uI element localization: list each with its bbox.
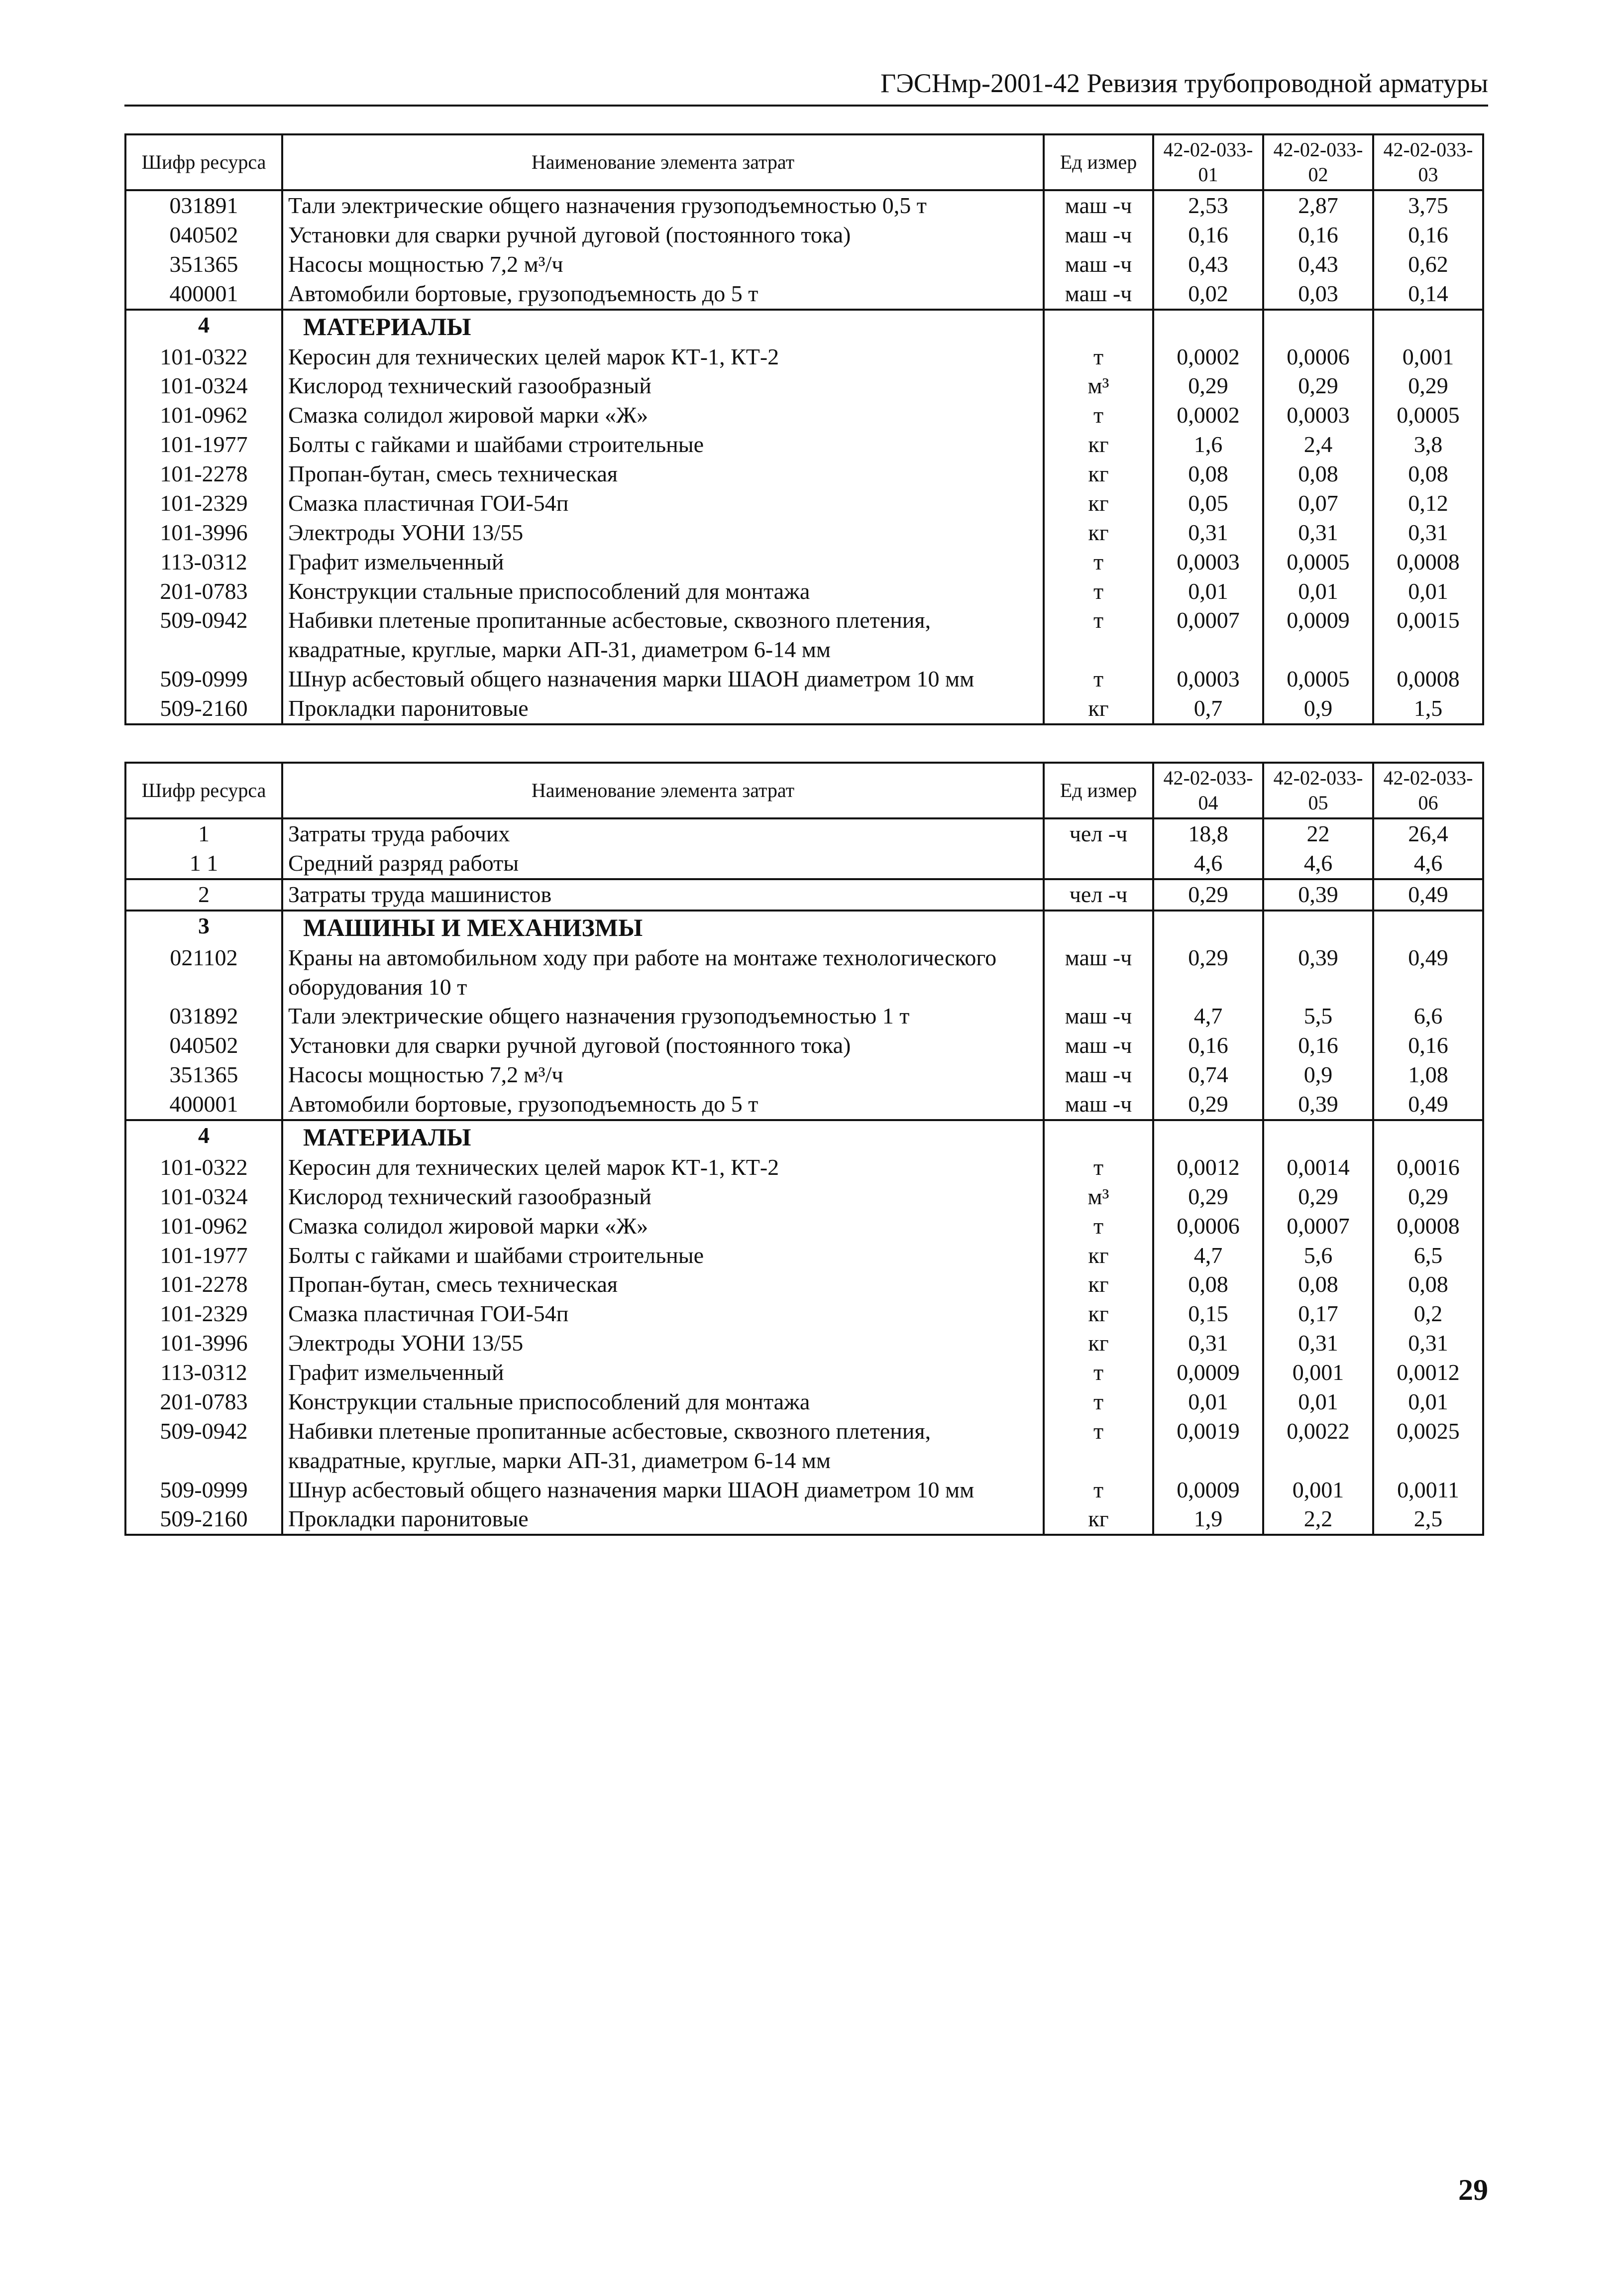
cell-value-2: 0,0005 — [1263, 665, 1373, 694]
cell-unit: т — [1044, 606, 1153, 665]
cell-value-1: 4,7 — [1153, 1241, 1263, 1270]
table-row — [125, 1329, 1483, 1358]
cell-value-2: 0,0007 — [1263, 1212, 1373, 1241]
cell-unit: т — [1044, 1387, 1153, 1417]
cell-unit: т — [1044, 1153, 1153, 1182]
cell-value-2: 0,01 — [1263, 577, 1373, 606]
cell-value-3: 0,08 — [1373, 459, 1483, 489]
cell-value-2: 0,08 — [1263, 459, 1373, 489]
cell-value-3: 1,08 — [1373, 1060, 1483, 1090]
cell-name: Краны на автомобильном ходу при работе на монтаже технологического оборудования 10 т — [282, 943, 1044, 1002]
cell-name: Затраты труда машинистов — [282, 879, 1044, 911]
cell-value-3: 3,75 — [1373, 190, 1483, 221]
cell-value-3: 6,5 — [1373, 1241, 1483, 1270]
table-row — [125, 1387, 1483, 1417]
cell-value-3: 0,0012 — [1373, 1358, 1483, 1387]
cell-value-3: 0,49 — [1373, 1090, 1483, 1120]
cell-code: 101-0322 — [125, 342, 282, 372]
cell-unit — [1044, 1120, 1153, 1153]
cell-unit: кг — [1044, 1241, 1153, 1270]
cell-code: 101-0324 — [125, 1182, 282, 1212]
cell-code: 101-2329 — [125, 489, 282, 518]
cell-value-2 — [1263, 1120, 1373, 1153]
cell-value-2: 0,07 — [1263, 489, 1373, 518]
column-header-value-1: 42-02-033-01 — [1153, 134, 1263, 190]
cell-name: Смазка солидол жировой марки «Ж» — [282, 1212, 1044, 1241]
section-heading-row — [125, 911, 1483, 943]
table-row — [125, 1241, 1483, 1270]
cell-name: Набивки плетеные пропитанные асбестовые, сквозного плетения, квадратные, круглые, марки АП-31, диаметром 6-14 мм — [282, 1417, 1044, 1476]
cell-value-2: 2,87 — [1263, 190, 1373, 221]
cell-unit: кг — [1044, 489, 1153, 518]
cell-name: Прокладки паронитовые — [282, 694, 1044, 724]
cell-unit: т — [1044, 548, 1153, 577]
cell-name: Насосы мощностью 7,2 м³/ч — [282, 250, 1044, 279]
cell-value-1: 0,01 — [1153, 577, 1263, 606]
cell-name: МАТЕРИАЛЫ — [282, 310, 1044, 342]
cell-code: 101-2329 — [125, 1299, 282, 1329]
table-row — [125, 694, 1483, 724]
table-row — [125, 1476, 1483, 1505]
cell-value-1: 0,0002 — [1153, 401, 1263, 430]
cell-code: 031891 — [125, 190, 282, 221]
cell-value-2: 4,6 — [1263, 849, 1373, 879]
cell-name: Пропан-бутан, смесь техническая — [282, 1270, 1044, 1299]
table-header-row — [125, 134, 1483, 190]
cell-value-2: 0,01 — [1263, 1387, 1373, 1417]
cell-name: Шнур асбестовый общего назначения марки ШАОН диаметром 10 мм — [282, 1476, 1044, 1505]
table-row — [125, 489, 1483, 518]
section-heading-row — [125, 310, 1483, 342]
cell-unit: чел -ч — [1044, 879, 1153, 911]
cell-value-1: 0,29 — [1153, 371, 1263, 401]
cell-unit: маш -ч — [1044, 279, 1153, 310]
cell-unit: кг — [1044, 459, 1153, 489]
cell-code: 101-0962 — [125, 401, 282, 430]
cell-unit: маш -ч — [1044, 250, 1153, 279]
cell-name: Конструкции стальные приспособлений для монтажа — [282, 577, 1044, 606]
table-body — [125, 190, 1483, 724]
cell-name: Смазка пластичная ГОИ-54п — [282, 489, 1044, 518]
cell-value-1: 0,29 — [1153, 1090, 1263, 1120]
cell-value-1: 0,29 — [1153, 879, 1263, 911]
cell-value-2: 0,9 — [1263, 694, 1373, 724]
cell-unit: т — [1044, 1417, 1153, 1476]
cell-value-2: 0,08 — [1263, 1270, 1373, 1299]
table-row — [125, 943, 1483, 1002]
cell-name: Болты с гайками и шайбами строительные — [282, 1241, 1044, 1270]
cell-value-3: 0,0008 — [1373, 548, 1483, 577]
cell-name: Тали электрические общего назначения грузоподъемностью 0,5 т — [282, 190, 1044, 221]
cell-value-3: 0,49 — [1373, 943, 1483, 1002]
cell-value-1: 0,0009 — [1153, 1358, 1263, 1387]
cell-value-2: 0,29 — [1263, 371, 1373, 401]
cell-value-2: 2,4 — [1263, 430, 1373, 459]
cell-name: Затраты труда рабочих — [282, 818, 1044, 849]
cell-name: Керосин для технических целей марок КТ-1, КТ-2 — [282, 342, 1044, 372]
cell-value-3: 0,16 — [1373, 221, 1483, 250]
cell-code: 101-1977 — [125, 430, 282, 459]
cell-value-3: 0,29 — [1373, 1182, 1483, 1212]
cell-unit: кг — [1044, 518, 1153, 548]
cell-value-3: 0,31 — [1373, 1329, 1483, 1358]
cell-value-2: 22 — [1263, 818, 1373, 849]
cell-unit — [1044, 849, 1153, 879]
cell-value-1: 0,02 — [1153, 279, 1263, 310]
cell-unit: м³ — [1044, 1182, 1153, 1212]
cell-value-2: 0,16 — [1263, 221, 1373, 250]
table-row — [125, 1212, 1483, 1241]
cell-value-1: 0,29 — [1153, 943, 1263, 1002]
cell-value-3: 0,08 — [1373, 1270, 1483, 1299]
column-header-value-3: 42-02-033-06 — [1373, 763, 1483, 818]
cell-value-2: 2,2 — [1263, 1504, 1373, 1535]
table-body — [125, 818, 1483, 1535]
cell-code: 3 — [125, 911, 282, 943]
table-header-row — [125, 763, 1483, 818]
cell-name: Графит измельченный — [282, 548, 1044, 577]
cell-value-1: 0,0012 — [1153, 1153, 1263, 1182]
cell-unit: чел -ч — [1044, 818, 1153, 849]
cell-value-1: 0,74 — [1153, 1060, 1263, 1090]
cell-code: 101-0324 — [125, 371, 282, 401]
cell-unit: кг — [1044, 1329, 1153, 1358]
cell-value-2: 0,39 — [1263, 1090, 1373, 1120]
table-row — [125, 1270, 1483, 1299]
table-row — [125, 279, 1483, 310]
column-header-name: Наименование элемента затрат — [282, 763, 1044, 818]
cell-value-2: 0,0003 — [1263, 401, 1373, 430]
cell-unit: маш -ч — [1044, 190, 1153, 221]
cell-value-3 — [1373, 310, 1483, 342]
cell-unit: маш -ч — [1044, 1002, 1153, 1031]
cell-name: Тали электрические общего назначения грузоподъемностью 1 т — [282, 1002, 1044, 1031]
cell-value-3: 0,49 — [1373, 879, 1483, 911]
cell-value-3: 0,0005 — [1373, 401, 1483, 430]
cell-name: Кислород технический газообразный — [282, 371, 1044, 401]
cell-unit: кг — [1044, 694, 1153, 724]
table-row — [125, 577, 1483, 606]
cell-name: Смазка солидол жировой марки «Ж» — [282, 401, 1044, 430]
cell-value-3: 2,5 — [1373, 1504, 1483, 1535]
table-row — [125, 430, 1483, 459]
table-row — [125, 1182, 1483, 1212]
cell-code: 101-3996 — [125, 518, 282, 548]
cell-value-1: 0,0002 — [1153, 342, 1263, 372]
cell-value-1: 0,01 — [1153, 1387, 1263, 1417]
cell-value-3: 26,4 — [1373, 818, 1483, 849]
cell-code: 021102 — [125, 943, 282, 1002]
cell-unit: маш -ч — [1044, 1090, 1153, 1120]
cell-unit: т — [1044, 1358, 1153, 1387]
cell-code: 509-2160 — [125, 1504, 282, 1535]
cell-value-3: 0,01 — [1373, 1387, 1483, 1417]
cell-value-2: 5,6 — [1263, 1241, 1373, 1270]
table-row — [125, 1153, 1483, 1182]
cell-value-3: 0,14 — [1373, 279, 1483, 310]
cell-code: 040502 — [125, 1031, 282, 1060]
cell-name: Кислород технический газообразный — [282, 1182, 1044, 1212]
cell-value-3: 0,16 — [1373, 1031, 1483, 1060]
cell-value-2: 0,03 — [1263, 279, 1373, 310]
cell-value-3: 0,12 — [1373, 489, 1483, 518]
cell-value-2: 0,16 — [1263, 1031, 1373, 1060]
cell-value-2: 0,0006 — [1263, 342, 1373, 372]
cell-value-3: 0,62 — [1373, 250, 1483, 279]
cell-unit: т — [1044, 577, 1153, 606]
cell-unit: кг — [1044, 1270, 1153, 1299]
cell-value-3: 0,0008 — [1373, 665, 1483, 694]
cell-value-1: 0,05 — [1153, 489, 1263, 518]
table-row — [125, 342, 1483, 372]
cell-name: Электроды УОНИ 13/55 — [282, 1329, 1044, 1358]
cell-value-1: 0,16 — [1153, 221, 1263, 250]
cell-code: 400001 — [125, 1090, 282, 1120]
cell-value-3 — [1373, 1120, 1483, 1153]
cell-name: Графит измельченный — [282, 1358, 1044, 1387]
cell-value-1: 1,6 — [1153, 430, 1263, 459]
cell-code: 2 — [125, 879, 282, 911]
cell-value-1: 0,15 — [1153, 1299, 1263, 1329]
cell-value-2: 0,0009 — [1263, 606, 1373, 665]
cell-unit: м³ — [1044, 371, 1153, 401]
cell-code: 400001 — [125, 279, 282, 310]
cell-code: 101-3996 — [125, 1329, 282, 1358]
cell-value-1: 2,53 — [1153, 190, 1263, 221]
cell-value-3: 4,6 — [1373, 849, 1483, 879]
cell-value-1: 0,31 — [1153, 1329, 1263, 1358]
cell-value-2 — [1263, 310, 1373, 342]
cell-code: 4 — [125, 1120, 282, 1153]
cell-value-1: 4,7 — [1153, 1002, 1263, 1031]
cell-value-3: 0,31 — [1373, 518, 1483, 548]
column-header-code: Шифр ресурса — [125, 134, 282, 190]
cell-unit: т — [1044, 342, 1153, 372]
cell-value-3: 0,0011 — [1373, 1476, 1483, 1505]
page-header: ГЭСНмр-2001-42 Ревизия трубопроводной арматуры — [124, 67, 1488, 107]
cell-value-1: 0,0003 — [1153, 548, 1263, 577]
cell-name: Автомобили бортовые, грузоподъемность до 5 т — [282, 1090, 1044, 1120]
cell-name: Средний разряд работы — [282, 849, 1044, 879]
cell-name: Набивки плетеные пропитанные асбестовые, сквозного плетения, квадратные, круглые, марки АП-31, диаметром 6-14 мм — [282, 606, 1044, 665]
cell-value-1: 0,0009 — [1153, 1476, 1263, 1505]
table-row — [125, 849, 1483, 879]
table-row — [125, 1060, 1483, 1090]
cell-value-3: 0,0016 — [1373, 1153, 1483, 1182]
cell-value-3: 0,0008 — [1373, 1212, 1483, 1241]
cell-code: 101-1977 — [125, 1241, 282, 1270]
cell-code: 113-0312 — [125, 548, 282, 577]
table-row — [125, 1417, 1483, 1476]
cell-value-2: 0,31 — [1263, 518, 1373, 548]
cell-value-2: 0,9 — [1263, 1060, 1373, 1090]
cell-value-3: 0,29 — [1373, 371, 1483, 401]
cell-name: Смазка пластичная ГОИ-54п — [282, 1299, 1044, 1329]
table-row — [125, 1504, 1483, 1535]
cell-unit: т — [1044, 401, 1153, 430]
cell-value-1: 0,16 — [1153, 1031, 1263, 1060]
cell-value-1: 0,08 — [1153, 1270, 1263, 1299]
cell-code: 509-0942 — [125, 1417, 282, 1476]
cell-code: 101-2278 — [125, 1270, 282, 1299]
cell-unit: кг — [1044, 430, 1153, 459]
cell-value-1: 0,0007 — [1153, 606, 1263, 665]
cell-unit — [1044, 911, 1153, 943]
cell-name: Насосы мощностью 7,2 м³/ч — [282, 1060, 1044, 1090]
cell-unit: маш -ч — [1044, 943, 1153, 1002]
table-row — [125, 190, 1483, 221]
cell-value-2: 0,0022 — [1263, 1417, 1373, 1476]
column-header-name: Наименование элемента затрат — [282, 134, 1044, 190]
cell-value-2: 0,001 — [1263, 1476, 1373, 1505]
cell-value-2: 0,31 — [1263, 1329, 1373, 1358]
table-row — [125, 1090, 1483, 1120]
cell-code: 031892 — [125, 1002, 282, 1031]
cell-name: Электроды УОНИ 13/55 — [282, 518, 1044, 548]
cell-value-1 — [1153, 911, 1263, 943]
cell-code: 201-0783 — [125, 577, 282, 606]
page-number: 29 — [1458, 2173, 1488, 2206]
table-row — [125, 401, 1483, 430]
column-header-value-2: 42-02-033-02 — [1263, 134, 1373, 190]
cell-code: 101-0322 — [125, 1153, 282, 1182]
cell-value-2: 5,5 — [1263, 1002, 1373, 1031]
cell-value-1: 0,08 — [1153, 459, 1263, 489]
cell-value-1: 1,9 — [1153, 1504, 1263, 1535]
cell-code: 509-2160 — [125, 694, 282, 724]
cell-unit: кг — [1044, 1299, 1153, 1329]
cell-code: 509-0999 — [125, 1476, 282, 1505]
resource-table-1 — [124, 133, 1484, 725]
cell-name: Болты с гайками и шайбами строительные — [282, 430, 1044, 459]
cell-value-3: 3,8 — [1373, 430, 1483, 459]
section-heading-row — [125, 1120, 1483, 1153]
cell-unit: т — [1044, 1212, 1153, 1241]
cell-unit: т — [1044, 665, 1153, 694]
cell-code: 509-0942 — [125, 606, 282, 665]
cell-value-3: 0,01 — [1373, 577, 1483, 606]
resource-table-2 — [124, 762, 1484, 1536]
cell-unit: кг — [1044, 1504, 1153, 1535]
column-header-unit: Ед измер — [1044, 763, 1153, 818]
cell-code: 4 — [125, 310, 282, 342]
cell-value-3: 1,5 — [1373, 694, 1483, 724]
table-row — [125, 1358, 1483, 1387]
table-row — [125, 518, 1483, 548]
cell-value-2: 0,43 — [1263, 250, 1373, 279]
cell-name: МАТЕРИАЛЫ — [282, 1120, 1044, 1153]
cell-name: Установки для сварки ручной дуговой (постоянного тока) — [282, 1031, 1044, 1060]
cell-value-1: 0,7 — [1153, 694, 1263, 724]
table-row — [125, 606, 1483, 665]
cell-code: 201-0783 — [125, 1387, 282, 1417]
cell-value-2: 0,0014 — [1263, 1153, 1373, 1182]
cell-value-3 — [1373, 911, 1483, 943]
cell-value-1: 0,0019 — [1153, 1417, 1263, 1476]
table-row — [125, 221, 1483, 250]
cell-unit — [1044, 310, 1153, 342]
cell-value-2: 0,17 — [1263, 1299, 1373, 1329]
cell-name: Установки для сварки ручной дуговой (постоянного тока) — [282, 221, 1044, 250]
column-header-code: Шифр ресурса — [125, 763, 282, 818]
cell-unit: маш -ч — [1044, 221, 1153, 250]
cell-value-1 — [1153, 310, 1263, 342]
cell-value-1: 0,29 — [1153, 1182, 1263, 1212]
table-row — [125, 818, 1483, 849]
cell-name: Пропан-бутан, смесь техническая — [282, 459, 1044, 489]
cell-unit: маш -ч — [1044, 1060, 1153, 1090]
cell-value-1: 0,0003 — [1153, 665, 1263, 694]
column-header-value-2: 42-02-033-05 — [1263, 763, 1373, 818]
cell-value-2: 0,29 — [1263, 1182, 1373, 1212]
cell-value-3: 0,0015 — [1373, 606, 1483, 665]
cell-value-1 — [1153, 1120, 1263, 1153]
table-row — [125, 548, 1483, 577]
table-row — [125, 1031, 1483, 1060]
cell-name: Керосин для технических целей марок КТ-1, КТ-2 — [282, 1153, 1044, 1182]
cell-value-2 — [1263, 911, 1373, 943]
cell-name: Автомобили бортовые, грузоподъемность до 5 т — [282, 279, 1044, 310]
column-header-value-1: 42-02-033-04 — [1153, 763, 1263, 818]
table-row — [125, 1299, 1483, 1329]
table-row — [125, 1002, 1483, 1031]
cell-name: Конструкции стальные приспособлений для монтажа — [282, 1387, 1044, 1417]
cell-unit: т — [1044, 1476, 1153, 1505]
table-row — [125, 879, 1483, 911]
table-row — [125, 459, 1483, 489]
cell-code: 040502 — [125, 221, 282, 250]
cell-unit: маш -ч — [1044, 1031, 1153, 1060]
cell-value-1: 0,43 — [1153, 250, 1263, 279]
cell-value-1: 0,0006 — [1153, 1212, 1263, 1241]
table-row — [125, 371, 1483, 401]
cell-code: 101-2278 — [125, 459, 282, 489]
table-row — [125, 665, 1483, 694]
cell-code: 101-0962 — [125, 1212, 282, 1241]
column-header-value-3: 42-02-033-03 — [1373, 134, 1483, 190]
table-row — [125, 250, 1483, 279]
column-header-unit: Ед измер — [1044, 134, 1153, 190]
cell-code: 351365 — [125, 1060, 282, 1090]
cell-value-3: 0,001 — [1373, 342, 1483, 372]
cell-value-3: 0,2 — [1373, 1299, 1483, 1329]
cell-value-2: 0,001 — [1263, 1358, 1373, 1387]
cell-value-1: 4,6 — [1153, 849, 1263, 879]
cell-code: 351365 — [125, 250, 282, 279]
cell-value-1: 0,31 — [1153, 518, 1263, 548]
cell-value-2: 0,0005 — [1263, 548, 1373, 577]
cell-value-2: 0,39 — [1263, 943, 1373, 1002]
cell-value-3: 0,0025 — [1373, 1417, 1483, 1476]
cell-name: Шнур асбестовый общего назначения марки ШАОН диаметром 10 мм — [282, 665, 1044, 694]
cell-code: 509-0999 — [125, 665, 282, 694]
cell-code: 1 — [125, 818, 282, 849]
cell-name: МАШИНЫ И МЕХАНИЗМЫ — [282, 911, 1044, 943]
cell-value-3: 6,6 — [1373, 1002, 1483, 1031]
cell-code: 1 1 — [125, 849, 282, 879]
cell-value-2: 0,39 — [1263, 879, 1373, 911]
cell-value-1: 18,8 — [1153, 818, 1263, 849]
cell-code: 113-0312 — [125, 1358, 282, 1387]
cell-name: Прокладки паронитовые — [282, 1504, 1044, 1535]
